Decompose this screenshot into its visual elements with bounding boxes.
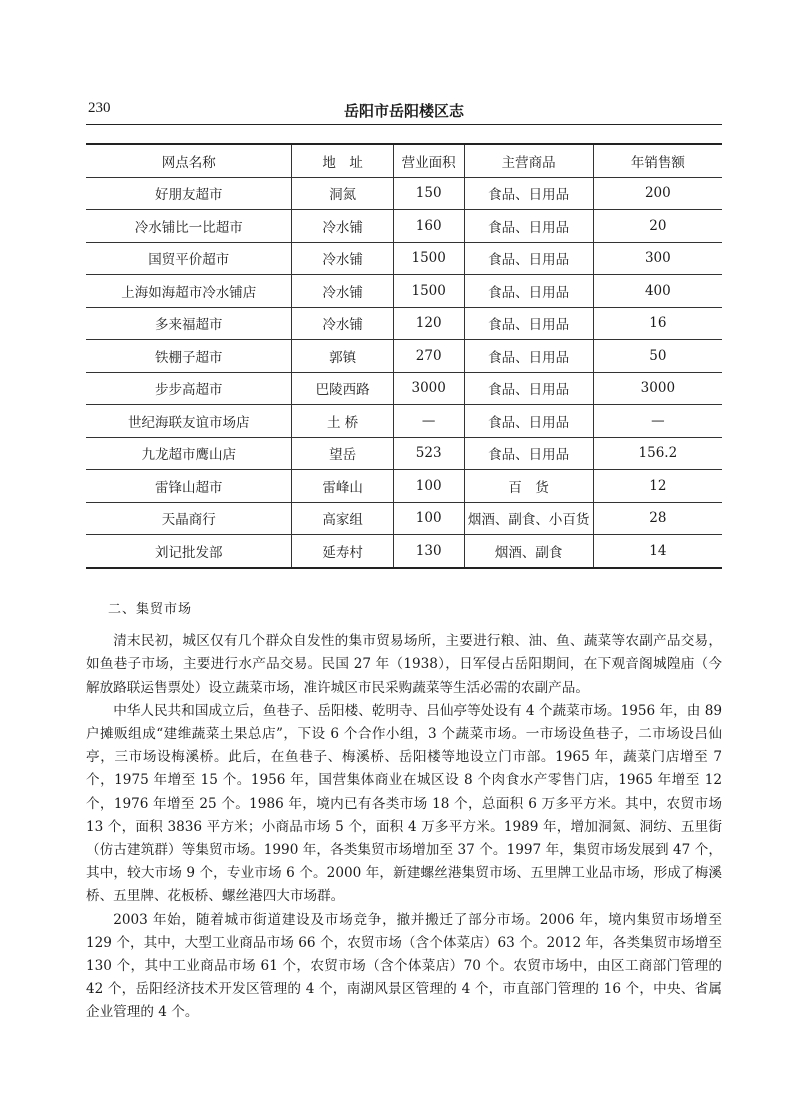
- paragraph: 清末民初，城区仅有几个群众自发性的集市贸易场所，主要进行粮、油、鱼、蔬菜等农副产品交易，如鱼巷子市场，主要进行水产品交易。民国 27 年（1938），日军侵占岳阳期间，在下观音阁城隍庙（今解放路联运售票处）设立蔬菜市场，准许城区市民采购蔬菜等生活必需的农副产品。: [86, 633, 722, 696]
- table-cell: 3000: [593, 372, 722, 405]
- table-cell: 国贸平价超市: [86, 242, 292, 275]
- section-heading: 二、集贸市场: [108, 602, 193, 617]
- column-header: 网点名称: [86, 144, 292, 177]
- table-cell: 烟酒、副食、小百货: [464, 502, 593, 535]
- table-cell: 1500: [393, 275, 464, 308]
- table-row: [86, 437, 722, 470]
- table-cell: 3000: [393, 372, 464, 405]
- table-cell: 高家组: [292, 502, 393, 535]
- table-row: [86, 372, 722, 405]
- table-row: [86, 307, 722, 340]
- table-cell: 九龙超市鹰山店: [86, 437, 292, 470]
- table-cell: 雷锋山超市: [86, 470, 292, 503]
- table-row: [86, 177, 722, 210]
- table-cell: 烟酒、副食: [464, 535, 593, 568]
- table-cell: 洞氮: [292, 177, 393, 210]
- table-cell: 食品、日用品: [464, 210, 593, 243]
- table-cell: 食品、日用品: [464, 242, 593, 275]
- column-header: 地 址: [292, 144, 393, 177]
- table-cell: 延寿村: [292, 535, 393, 568]
- table-cell: 食品、日用品: [464, 437, 593, 470]
- table-cell: 1500: [393, 242, 464, 275]
- table-cell: 百 货: [464, 470, 593, 503]
- table-cell: 土 桥: [292, 405, 393, 438]
- table-row: [86, 275, 722, 308]
- table-cell: 50: [593, 340, 722, 373]
- table-cell: 400: [593, 275, 722, 308]
- table-cell: —: [593, 405, 722, 438]
- supermarket-table: [86, 143, 722, 569]
- book-title: 岳阳市岳阳楼区志: [343, 102, 464, 120]
- table-cell: 冷水铺比一比超市: [86, 210, 292, 243]
- table-cell: 步步高超市: [86, 372, 292, 405]
- table-row: [86, 405, 722, 438]
- table-cell: 望岳: [292, 437, 393, 470]
- table-cell: 160: [393, 210, 464, 243]
- table-row: [86, 470, 722, 503]
- running-header: [86, 98, 722, 125]
- table-cell: 200: [593, 177, 722, 210]
- table-cell: 郭镇: [292, 340, 393, 373]
- table-cell: 食品、日用品: [464, 372, 593, 405]
- table-row: [86, 502, 722, 535]
- table-row: [86, 242, 722, 275]
- table-cell: 刘记批发部: [86, 535, 292, 568]
- table-cell: 28: [593, 502, 722, 535]
- table-cell: 270: [393, 340, 464, 373]
- table-cell: 冷水铺: [292, 210, 393, 243]
- table-cell: 食品、日用品: [464, 307, 593, 340]
- column-header: 营业面积: [393, 144, 464, 177]
- column-header: 主营商品: [464, 144, 593, 177]
- table-cell: 多来福超市: [86, 307, 292, 340]
- table-cell: 好朋友超市: [86, 177, 292, 210]
- table-cell: 食品、日用品: [464, 405, 593, 438]
- table-cell: 300: [593, 242, 722, 275]
- table-cell: 冷水铺: [292, 242, 393, 275]
- table-cell: —: [393, 405, 464, 438]
- market-section: [86, 598, 722, 1025]
- table-cell: 冷水铺: [292, 307, 393, 340]
- table-cell: 食品、日用品: [464, 340, 593, 373]
- table-row: [86, 210, 722, 243]
- table-row: [86, 340, 722, 373]
- table-row: [86, 535, 722, 568]
- table-cell: 上海如海超市冷水铺店: [86, 275, 292, 308]
- table-cell: 130: [393, 535, 464, 568]
- table-cell: 铁棚子超市: [86, 340, 292, 373]
- table-cell: 食品、日用品: [464, 275, 593, 308]
- paragraph: 2003 年始，随着城市街道建设及市场竞争，撤并搬迁了部分市场。2006 年，境内集贸市场增至 129 个，其中，大型工业商品市场 66 个，农贸市场（含个体菜店）63 个。2012 年，各类集贸市场增至 130 个，其中工业商品市场 61 个，农贸市场（含个体菜店）70 个。农贸市场中，由区工商部门管理的 42 个，岳阳经济技术开发区管理的 4 个，南湖风景区管理的 4 个，市直部门管理的 16 个，中央、省属企业管理的 4 个。: [86, 911, 722, 1021]
- table-cell: 14: [593, 535, 722, 568]
- table-cell: 523: [393, 437, 464, 470]
- paragraph: 中华人民共和国成立后，鱼巷子、岳阳楼、乾明寺、吕仙亭等处设有 4 个蔬菜市场。1956 年，由 89 户摊贩组成“建维蔬菜土果总店”，下设 6 个合作小组，3 个蔬菜市场。一市场设鱼巷子，二市场设吕仙亭，三市场设梅溪桥。此后，在鱼巷子、梅溪桥、岳阳楼等地设立门市部。1965 年，蔬菜门店增至 7 个，1975 年增至 15 个。1956 年，国营集体商业在城区设 8 个肉食水产零售门店，1965 年增至 12 个，1976 年增至 25 个。1986 年，境内已有各类市场 18 个，总面积 6 万多平方米。其中，农贸市场 13 个，面积 3836 平方米；小商品市场 5 个，面积 4 万多平方米。1989 年，增加洞氮、洞纺、五里街（仿古建筑群）等集贸市场。1990 年，各类集贸市场增加至 37 个。1997 年，集贸市场发展到 47 个，其中，较大市场 9 个，专业市场 6 个。2000 年，新建螺丝港集贸市场、五里牌工业品市场，形成了梅溪桥、五里牌、花板桥、螺丝港四大市场群。: [86, 702, 722, 905]
- table-cell: 156.2: [593, 437, 722, 470]
- table-cell: 100: [393, 470, 464, 503]
- table-cell: 冷水铺: [292, 275, 393, 308]
- table-cell: 20: [593, 210, 722, 243]
- table-cell: 120: [393, 307, 464, 340]
- column-header: 年销售额: [593, 144, 722, 177]
- table-cell: 150: [393, 177, 464, 210]
- table-cell: 12: [593, 470, 722, 503]
- table-cell: 100: [393, 502, 464, 535]
- table-cell: 食品、日用品: [464, 177, 593, 210]
- table-cell: 天晶商行: [86, 502, 292, 535]
- page-number: 230: [88, 100, 111, 116]
- table-cell: 世纪海联友谊市场店: [86, 405, 292, 438]
- table-cell: 雷峰山: [292, 470, 393, 503]
- table-cell: 巴陵西路: [292, 372, 393, 405]
- table-header-row: [86, 144, 722, 177]
- table-cell: 16: [593, 307, 722, 340]
